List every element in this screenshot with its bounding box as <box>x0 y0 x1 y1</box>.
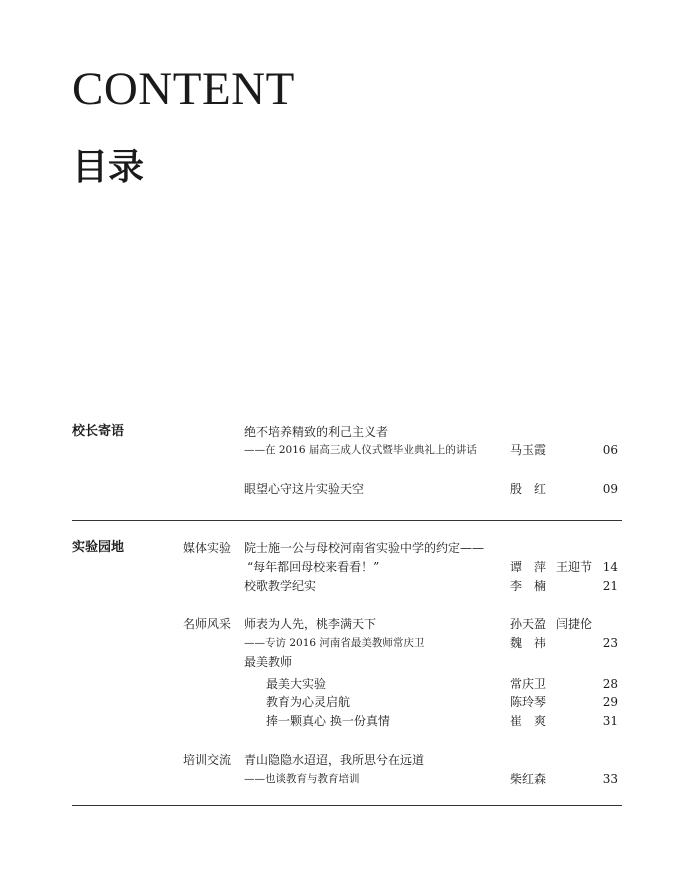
toc-entry-title[interactable]: 捧一颗真心 换一份真情 <box>266 714 390 728</box>
toc-entry-page[interactable]: 31 <box>602 714 618 728</box>
toc-entry-page[interactable]: 06 <box>602 443 618 457</box>
toc-group-title: 最美教师 <box>244 655 293 669</box>
toc-entry-author: 孙天盈 <box>510 617 547 631</box>
toc-entry-subtitle: ——专访 2016 河南省最美教师常庆卫 <box>244 637 425 649</box>
section-heading-principal: 校长寄语 <box>72 424 125 439</box>
toc-entry-author: 马玉霞 <box>510 443 547 457</box>
toc-entry-title[interactable]: 眼望心守这片实验天空 <box>244 482 365 496</box>
toc-entry-title-line2[interactable]: “每年都回母校来看看！” <box>247 560 380 574</box>
toc-entry-page[interactable]: 28 <box>602 677 618 691</box>
toc-entry-author: 李 楠 <box>510 579 547 593</box>
section-divider <box>72 805 622 806</box>
section-divider <box>72 520 622 521</box>
toc-entry-page[interactable]: 29 <box>602 695 618 709</box>
toc-entry-author: 闫捷伦 <box>556 617 593 631</box>
toc-entry-page[interactable]: 09 <box>602 482 618 496</box>
toc-entry-author: 谭 萍 <box>510 560 547 574</box>
toc-entry-title[interactable]: 师表为人先，桃李满天下 <box>244 617 377 631</box>
section-heading-garden: 实验园地 <box>72 540 125 555</box>
toc-entry-author: 柴红森 <box>510 772 547 786</box>
toc-entry-page[interactable]: 33 <box>602 772 618 786</box>
toc-entry-page[interactable]: 14 <box>602 560 618 574</box>
subsection-heading-media: 媒体实验 <box>183 541 232 555</box>
subsection-heading-training: 培训交流 <box>183 753 232 767</box>
toc-entry-title[interactable]: 教育为心灵启航 <box>266 695 351 709</box>
toc-entry-author: 常庆卫 <box>510 677 547 691</box>
subsection-heading-teachers: 名师风采 <box>183 617 232 631</box>
toc-entry-page[interactable]: 23 <box>602 636 618 650</box>
toc-entry-subtitle: ——在 2016 届高三成人仪式暨毕业典礼上的讲话 <box>244 444 477 456</box>
title-chinese: 目录 <box>72 147 145 188</box>
toc-entry-title[interactable]: 青山隐隐水迢迢，我所思兮在远道 <box>244 753 425 767</box>
toc-entry-author: 殷 红 <box>510 482 547 496</box>
toc-entry-author: 魏 祎 <box>510 636 547 650</box>
toc-entry-title[interactable]: 校歌教学纪实 <box>244 579 317 593</box>
toc-entry-title[interactable]: 绝不培养精致的利己主义者 <box>244 425 389 439</box>
toc-entry-author: 王迎节 <box>556 560 593 574</box>
toc-entry-subtitle: ——也谈教育与教育培训 <box>244 773 360 785</box>
toc-entry-author: 崔 爽 <box>510 714 547 728</box>
toc-entry-title[interactable]: 院士施一公与母校河南省实验中学的约定—— <box>244 541 485 555</box>
toc-entry-author: 陈玲琴 <box>510 695 547 709</box>
toc-entry-title[interactable]: 最美大实验 <box>266 677 327 691</box>
toc-entry-page[interactable]: 21 <box>602 579 618 593</box>
title-english: CONTENT <box>72 63 295 115</box>
